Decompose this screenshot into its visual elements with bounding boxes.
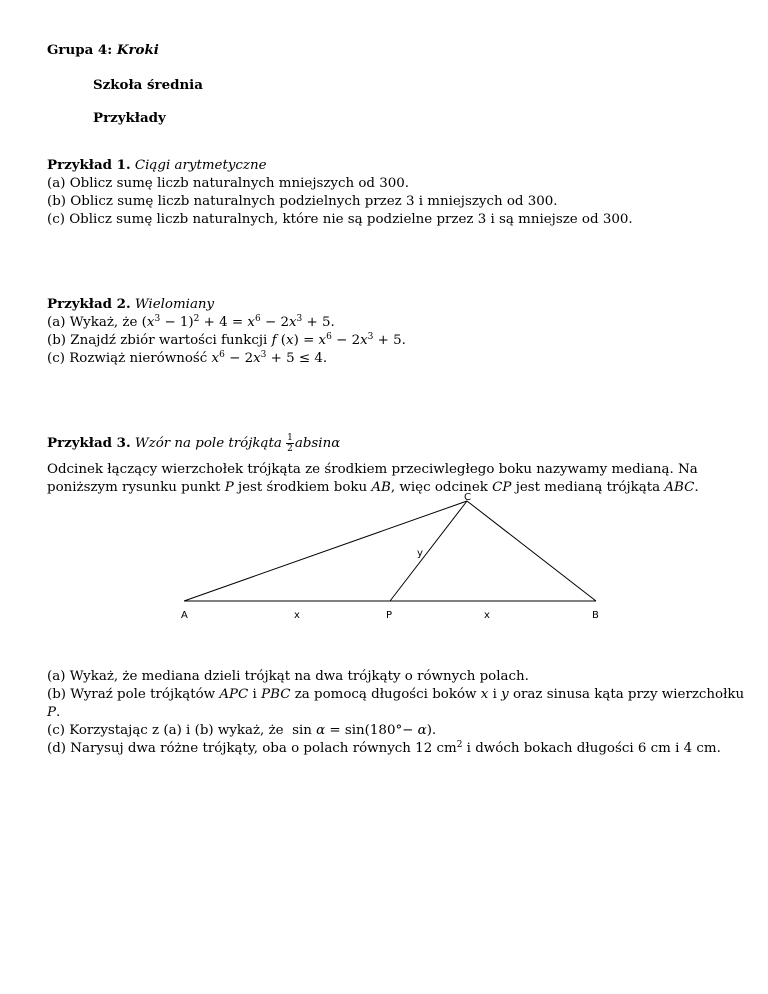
inequality-formula: $x^6 - 2x^3 + 5 \le 4$. [211,350,328,366]
group-prefix: Grupa 4: [47,42,117,58]
var-y: y [501,687,509,702]
example-2-item-c-text: (c) Rozwiąż nierówność [47,351,208,366]
segment-cp: CP [492,480,512,495]
median-cp [390,501,467,601]
example-1-item-a: (a) Oblicz sumę liczb naturalnych mniejszych od 300. [47,176,410,191]
intro-text: jest środkiem boku [233,480,372,495]
example-2-item-a-text: (a) Wykaż, że [47,315,138,330]
item-b-text: . [56,705,61,720]
intro-text: . [694,480,699,495]
example-1-topic: Ciągi arytmetyczne [134,158,267,173]
vertex-b-label: B [592,610,599,621]
example-2-topic: Wielomiany [134,297,215,312]
item-d-text: i dwóch bokach długości 6 cm i 4 cm. [462,741,721,756]
point-p-label: P [386,610,393,621]
item-c-text: (c) Korzystając z (a) i (b) wykaż, że [47,723,284,738]
intro-text: , więc odcinek [390,480,493,495]
item-b-text: (b) Wyraź pole trójkątów [47,687,220,702]
example-3-item-b-cont [47,704,744,722]
triangle-apc: APC [219,687,249,702]
item-b-text: i [488,687,502,702]
example-3-item-d [47,740,744,758]
function-formula: f $(x) = x^6 - 2x^3 + 5$. [271,332,406,348]
intro-text: jest medianą trójkąta [511,480,665,495]
item-b-text: i [248,687,262,702]
vertex-p: P [47,705,57,720]
segment-ap-label: x [294,610,300,621]
var-x: x [480,687,489,702]
example-1-item-b: (b) Oblicz sumę liczb naturalnych podzielnych przez 3 i mniejszych od 300. [47,194,558,209]
example-2-item-b-text: (b) Znajdź zbiór wartości funkcji [47,333,268,348]
formula-tail: absinα [294,436,341,451]
side-ac [184,501,467,601]
example-3-topic: Wzór na pole trójkąta [134,436,282,451]
median-length-label: y [417,548,423,559]
triangle-pbc: PBC [261,687,291,702]
fraction-denominator: 2 [287,444,293,454]
example-3-item-a: (a) Wykaż, że mediana dzieli trójkąt na dwa trójkąty o równych polach. [47,669,529,684]
school-level: Szkoła średnia [93,77,203,93]
examples-heading: Przykłady [93,110,166,126]
triangle-abc: ABC [664,480,695,495]
group-name: Kroki [116,42,159,58]
example-3-item-c [47,722,744,740]
item-d-text: (d) Narysuj dwa różne trójkąty, oba o polach równych 12 cm [47,741,457,756]
point-p: P [224,480,234,495]
side-bc [467,501,596,601]
example-3-tasks [47,668,744,758]
segment-pb-label: x [484,610,490,621]
fraction-numerator: 1 [287,433,293,443]
item-b-text: za pomocą długości boków [290,687,481,702]
example-3-item-b [47,686,744,704]
vertex-a-label: A [181,610,188,621]
example-2-label: Przykład 2. [47,296,131,312]
identity-formula: $(x^3 - 1)^2 + 4 = x^6 - 2x^3 + 5$. [141,314,335,330]
square-superscript: 2 [456,740,463,750]
example-1-item-c: (c) Oblicz sumę liczb naturalnych, które nie są podzielne przez 3 i są mniejsze od 300. [47,212,633,227]
example-1-label: Przykład 1. [47,157,131,173]
intro-text: poniższym rysunku punkt [47,480,225,495]
item-b-text: oraz sinusa kąta przy wierzchołku [508,687,745,702]
intro-line-1: Odcinek łączący wierzchołek trójkąta ze środkiem przeciwległego boku nazywamy medianą. Na [47,462,698,477]
segment-ab: AB [371,480,391,495]
vertex-c-label: C [464,492,471,503]
sine-identity: sin α = sin(180°− α). [292,723,437,738]
example-3-label: Przykład 3. [47,435,131,451]
